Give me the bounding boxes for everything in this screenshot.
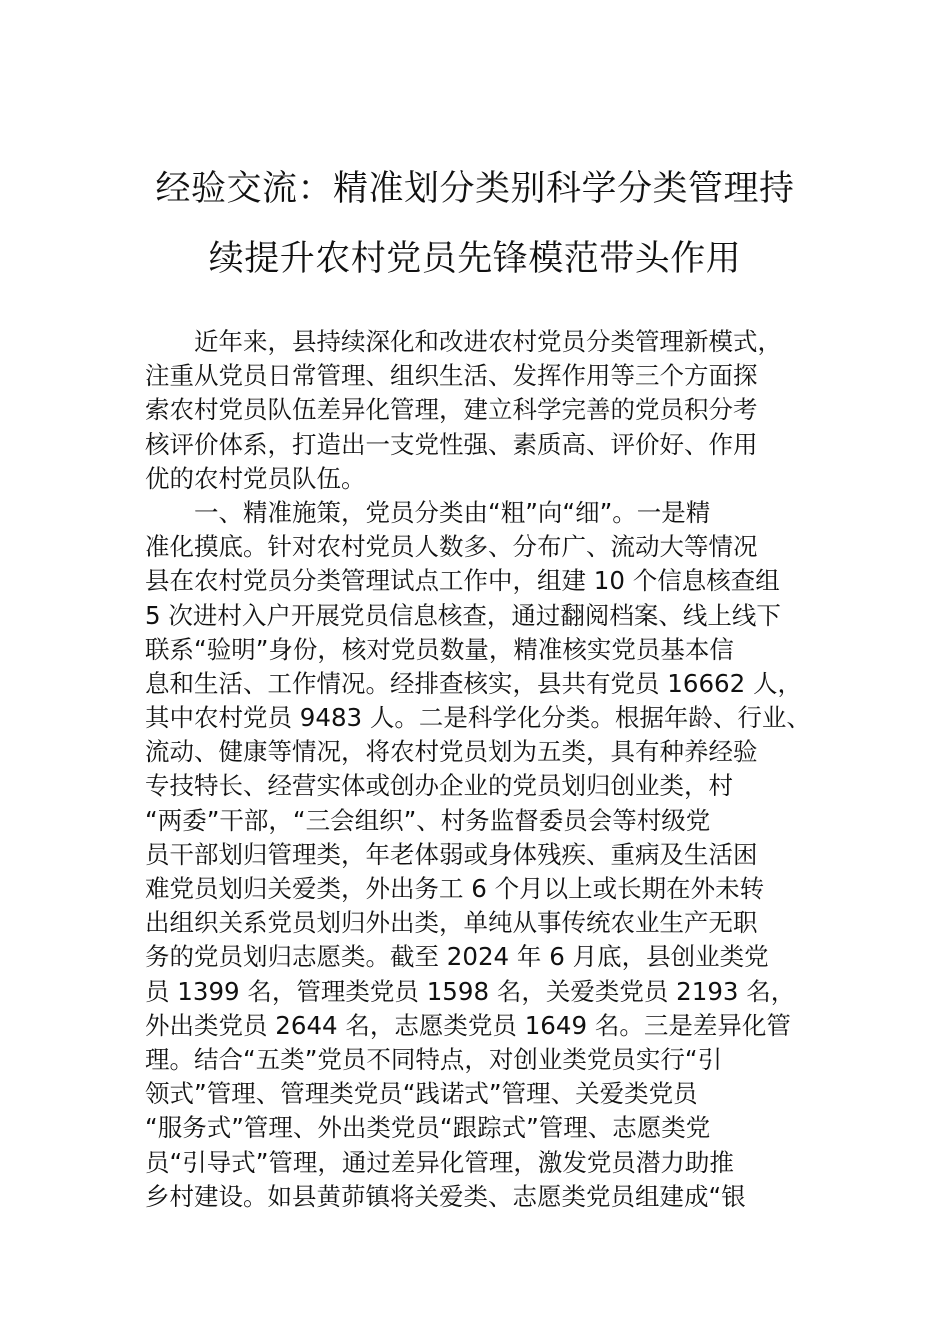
text-line: 其中农村党员 9483 人。二是科学化分类。根据年龄、行业、 bbox=[145, 703, 811, 733]
text-line: 一、精准施策，党员分类由“粗”向“细”。一是精 bbox=[194, 497, 711, 527]
text-line: 领式”管理、管理类党员“践诺式”管理、关爱类党员 bbox=[145, 1079, 698, 1109]
document-title-line-1: 经验交流：精准划分类别科学分类管理持 bbox=[155, 169, 795, 209]
text-line: 索农村党员队伍差异化管理，建立科学完善的党员积分考 bbox=[145, 395, 758, 425]
paragraph-intro bbox=[145, 325, 810, 496]
text-line: “两委”干部，“三会组织”、村务监督委员会等村级党 bbox=[145, 805, 711, 835]
text-line: 优的农村党员队伍。 bbox=[145, 463, 366, 493]
text-line: 乡村建设。如县黄茆镇将关爱类、志愿类党员组建成“银 bbox=[145, 1181, 746, 1211]
text-line: 出组织关系党员划归外出类，单纯从事传统农业生产无职 bbox=[145, 908, 758, 938]
text-line: 核评价体系，打造出一支党性强、素质高、评价好、作用 bbox=[145, 429, 758, 459]
text-line: 准化摸底。针对农村党员人数多、分布广、流动大等情况 bbox=[145, 532, 758, 562]
text-line: “服务式”管理、外出类党员“跟踪式”管理、志愿类党 bbox=[145, 1113, 711, 1143]
text-line: 难党员划归关爱类，外出务工 6 个月以上或长期在外未转 bbox=[145, 874, 765, 903]
text-line: 外出类党员 2644 名，志愿类党员 1649 名。三是差异化管 bbox=[145, 1010, 791, 1040]
text-line: 近年来，县持续深化和改进农村党员分类管理新模式， bbox=[194, 327, 782, 356]
text-line: 理。结合“五类”党员不同特点，对创业类党员实行“引 bbox=[145, 1044, 723, 1074]
paragraph-section-one bbox=[145, 496, 810, 1214]
text-line: 员 1399 名，管理类党员 1598 名，关爱类党员 2193 名， bbox=[145, 976, 796, 1006]
text-line: 务的党员划归志愿类。截至 2024 年 6 月底，县创业类党 bbox=[145, 942, 769, 972]
text-line: 员干部划归管理类，年老体弱或身体残疾、重病及生活困 bbox=[145, 839, 758, 869]
text-line: 5 次进村入户开展党员信息核查，通过翻阅档案、线上线下 bbox=[145, 600, 781, 630]
text-line: 流动、健康等情况，将农村党员划为五类，具有种养经验 bbox=[145, 737, 758, 767]
text-line: 联系“验明”身份，核对党员数量，精准核实党员基本信 bbox=[145, 634, 734, 664]
text-line: 专技特长、经营实体或创办企业的党员划归创业类，村 bbox=[145, 771, 733, 801]
text-line: 息和生活、工作情况。经排查核实，县共有党员 16662 人， bbox=[145, 668, 803, 698]
text-line: 县在农村党员分类管理试点工作中，组建 10 个信息核查组 bbox=[145, 566, 780, 596]
text-line: 注重从党员日常管理、组织生活、发挥作用等三个方面探 bbox=[145, 361, 758, 391]
document-title-line-2: 续提升农村党员先锋模范带头作用 bbox=[208, 239, 742, 279]
body-text bbox=[145, 325, 810, 1214]
text-line: 员“引导式”管理，通过差异化管理，激发党员潜力助推 bbox=[145, 1147, 734, 1177]
